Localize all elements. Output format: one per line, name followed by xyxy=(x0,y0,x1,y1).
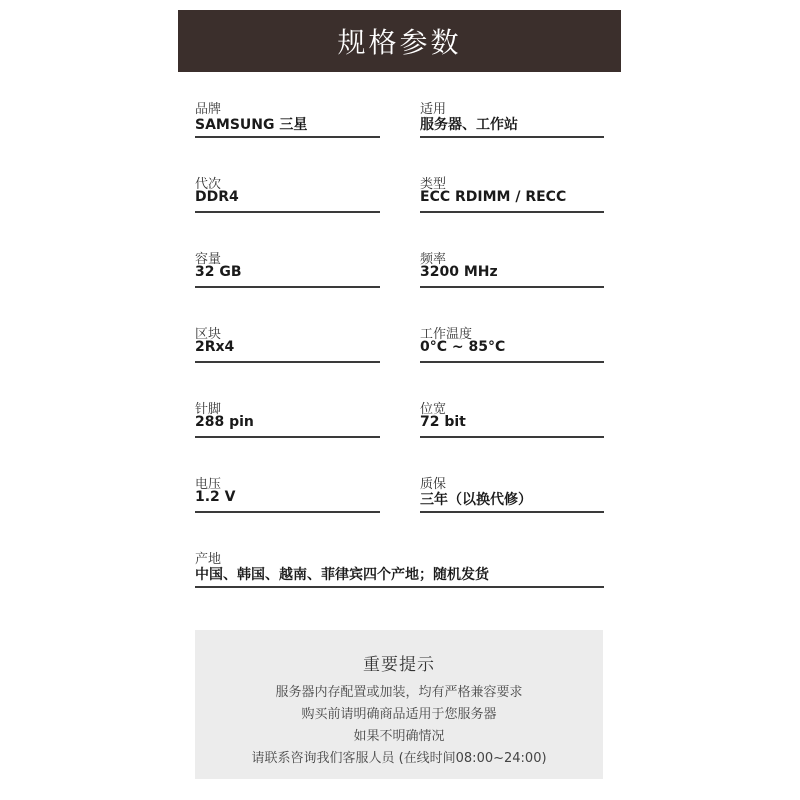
spec-value: 中国、韩国、越南、菲律宾四个产地；随机发货 xyxy=(195,567,489,583)
spec-value: 72 bit xyxy=(420,414,466,430)
divider xyxy=(420,136,604,138)
important-notice xyxy=(195,630,603,779)
divider xyxy=(420,511,604,513)
divider xyxy=(420,211,604,213)
spec-value: SAMSUNG 三星 xyxy=(195,117,308,133)
spec-label: 容量 xyxy=(195,252,222,267)
spec-value: ECC RDIMM / RECC xyxy=(420,189,567,205)
divider xyxy=(195,136,380,138)
divider xyxy=(195,511,380,513)
divider xyxy=(420,436,604,438)
spec-value: 三年（以换代修） xyxy=(420,492,532,508)
divider xyxy=(420,361,604,363)
spec-header xyxy=(178,10,621,72)
spec-value: 2Rx4 xyxy=(195,339,235,355)
divider xyxy=(195,286,380,288)
spec-value: 1.2 V xyxy=(195,489,236,505)
notice-line: 如果不明确情况 xyxy=(353,729,445,744)
notice-line: 服务器内存配置或加装，均有严格兼容要求 xyxy=(275,685,523,700)
spec-label: 适用 xyxy=(420,102,447,117)
spec-value: 3200 MHz xyxy=(420,264,498,280)
spec-value: 服务器、工作站 xyxy=(420,117,518,133)
notice-title: 重要提示 xyxy=(363,655,435,675)
page-title: 规格参数 xyxy=(337,26,462,59)
spec-label: 区块 xyxy=(195,327,222,342)
spec-value: 288 pin xyxy=(195,414,254,430)
spec-value: 0°C ~ 85°C xyxy=(420,339,506,355)
spec-label: 代次 xyxy=(195,177,222,192)
divider xyxy=(420,286,604,288)
spec-label: 类型 xyxy=(420,177,447,192)
spec-label: 频率 xyxy=(420,252,447,267)
notice-line: 购买前请明确商品适用于您服务器 xyxy=(301,707,497,722)
divider xyxy=(195,436,380,438)
divider xyxy=(195,211,380,213)
spec-label: 品牌 xyxy=(195,102,222,117)
spec-value: DDR4 xyxy=(195,189,239,205)
divider xyxy=(195,361,380,363)
spec-value: 32 GB xyxy=(195,264,242,280)
spec-label: 电压 xyxy=(195,477,222,492)
spec-label: 针脚 xyxy=(195,402,222,417)
notice-line: 请联系咨询我们客服人员 (在线时间08:00~24:00) xyxy=(251,751,547,766)
divider xyxy=(195,586,604,588)
spec-label: 工作温度 xyxy=(420,327,473,342)
spec-label: 位宽 xyxy=(420,402,447,417)
spec-label: 产地 xyxy=(195,552,222,567)
spec-label: 质保 xyxy=(420,477,447,492)
